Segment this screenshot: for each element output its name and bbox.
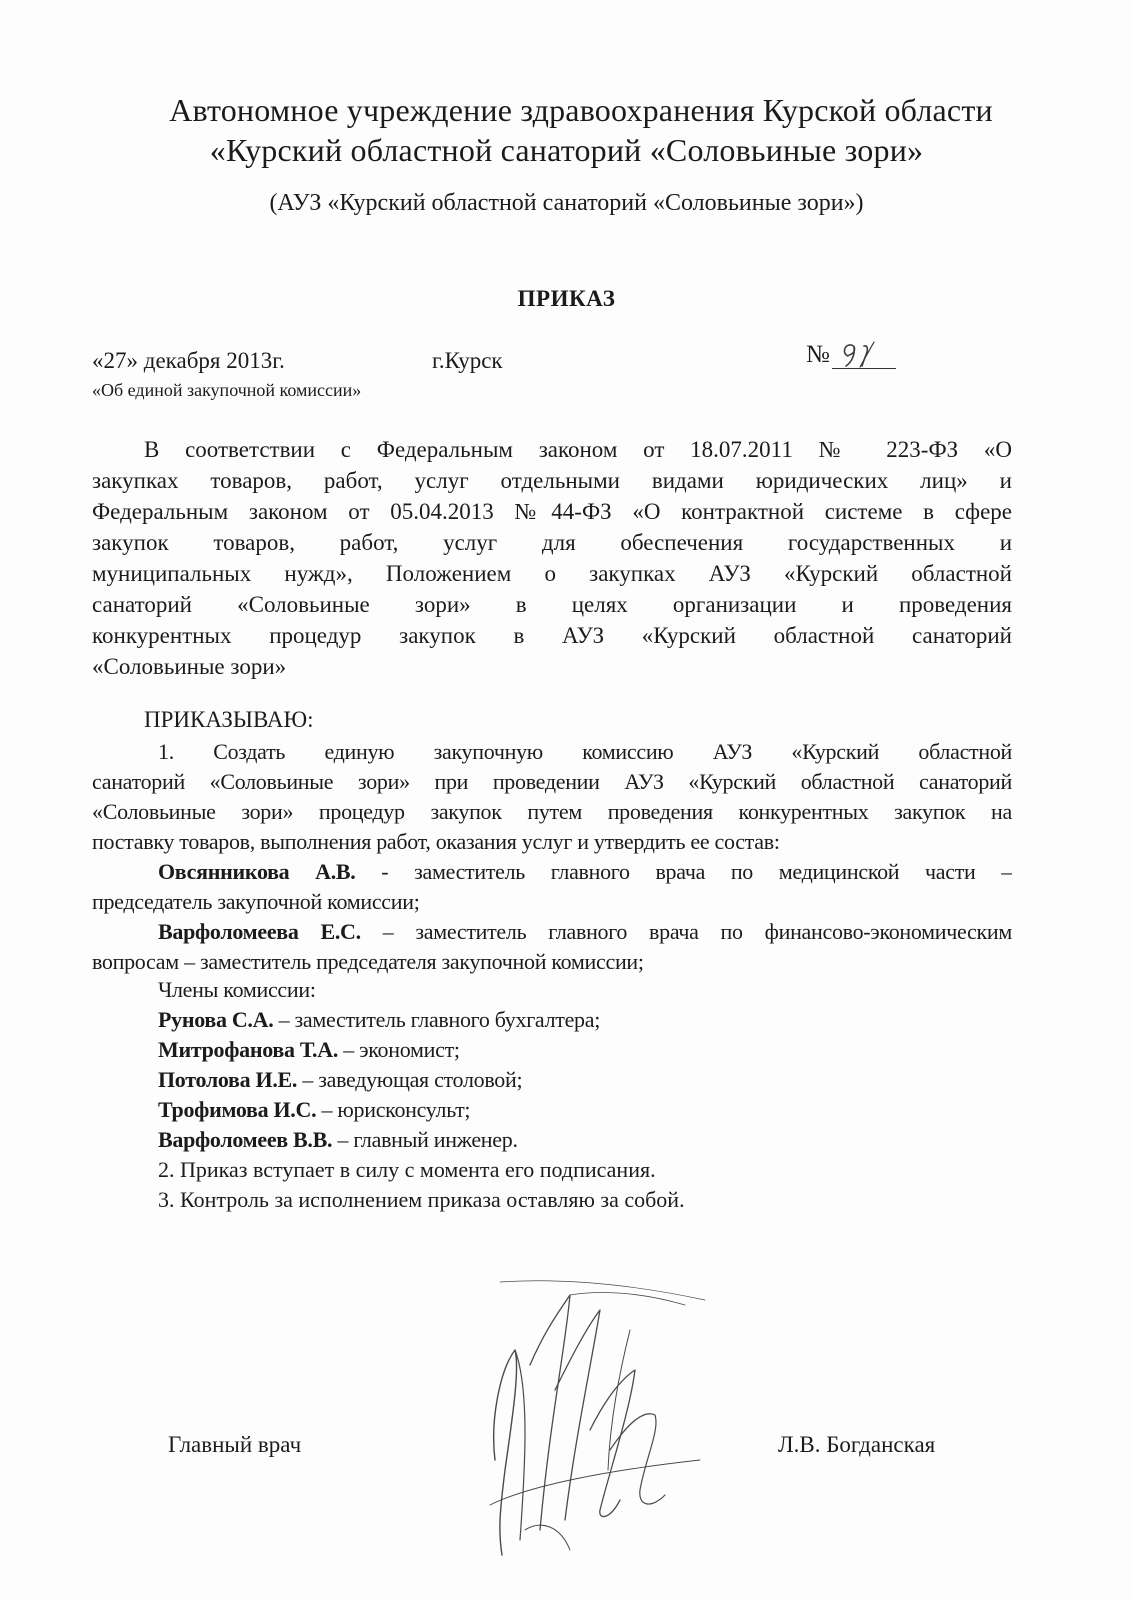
member-item [158,1067,522,1093]
member-role: – юрисконсульт; [316,1097,471,1122]
members-label: Члены комиссии: [158,977,316,1002]
member-name: Трофимова И.С. [158,1097,317,1122]
preamble-line-6: санаторий «Соловьиные зори» в целях организации и проведения [92,592,1012,617]
item1-line-3: «Соловьиные зори» процедур закупок путем проведения конкурентных закупок на [92,799,1012,824]
member-item [158,1037,460,1063]
member-item [158,1127,518,1153]
item1-line-4: поставку товаров, выполнения работ, оказания услуг и утвердить ее состав: [92,829,780,854]
member-role: – экономист; [338,1037,460,1062]
member-role: – заведующая столовой; [297,1067,523,1092]
chair-line-2: председатель закупочной комиссии; [92,889,420,914]
member-name: Потолова И.Е. [158,1067,298,1092]
signatory-position: Главный врач [168,1432,302,1457]
chair-name: Овсянникова А.В. [158,859,356,884]
document-type-title: ПРИКАЗ [517,286,616,311]
order-point-3: 3. Контроль за исполнением приказа оставляю за собой. [158,1187,685,1212]
member-name: Митрофанова Т.А. [158,1037,339,1062]
order-point-2: 2. Приказ вступает в силу с момента его подписания. [158,1157,656,1182]
item1-line-1: 1. Создать единую закупочную комиссию АУЗ «Курский областной [158,739,1012,764]
chair-role: - заместитель главного врача по медицинской части – [355,859,1012,884]
vice-chair-line-1 [92,917,1012,947]
order-date: «27» декабря 2013г. [92,348,285,373]
order-subject: «Об единой закупочной комиссии» [92,380,362,400]
member-item [158,1097,470,1123]
signatory-name: Л.В. Богданская [778,1432,936,1457]
order-word: ПРИКАЗЫВАЮ: [144,707,314,732]
member-name: Варфоломеев В.В. [158,1127,333,1152]
org-name-line1: Автономное учреждение здравоохранения Курской области [169,92,993,128]
vice-chair-line-2: вопросам – заместитель председателя закупочной комиссии; [92,949,644,974]
order-number [806,340,896,369]
preamble-line-8: «Соловьиные зори» [92,654,287,679]
chair-line-1 [92,857,1012,887]
preamble-line-1: В соответствии с Федеральным законом от 18.07.2011 № 223-ФЗ «О [144,437,1012,462]
order-number-label: № [806,341,830,368]
vice-chair-role: – заместитель главного врача по финансово-экономическим [360,919,1012,944]
handwritten-signature [470,1270,710,1570]
preamble-line-5: муниципальных нужд», Положением о закупках АУЗ «Курский областной [92,561,1012,586]
vice-chair-name: Варфоломеева Е.С. [158,919,361,944]
member-role: – главный инженер. [332,1127,518,1152]
member-item [158,1007,600,1033]
member-role: – заместитель главного бухгалтера; [273,1007,601,1032]
preamble-line-2: закупках товаров, работ, услуг отдельными видами юридических лиц» и [92,468,1012,493]
member-name: Рунова С.А. [158,1007,274,1032]
order-city: г.Курск [432,348,503,373]
item1-line-2: санаторий «Соловьиные зори» при проведении АУЗ «Курский областной санаторий [92,769,1012,794]
org-name-line2: «Курский областной санаторий «Соловьиные зори» [209,132,924,168]
order-number-handwritten [832,340,896,369]
org-short-name: (АУЗ «Курский областной санаторий «Соловьиные зори») [269,190,864,216]
preamble-line-7: конкурентных процедур закупок в АУЗ «Курский областной санаторий [92,623,1012,648]
preamble-line-3: Федеральным законом от 05.04.2013 №44-ФЗ «О контрактной системе в сфере [92,499,1012,524]
preamble-line-4: закупок товаров, работ, услуг для обеспечения государственных и [92,530,1012,555]
